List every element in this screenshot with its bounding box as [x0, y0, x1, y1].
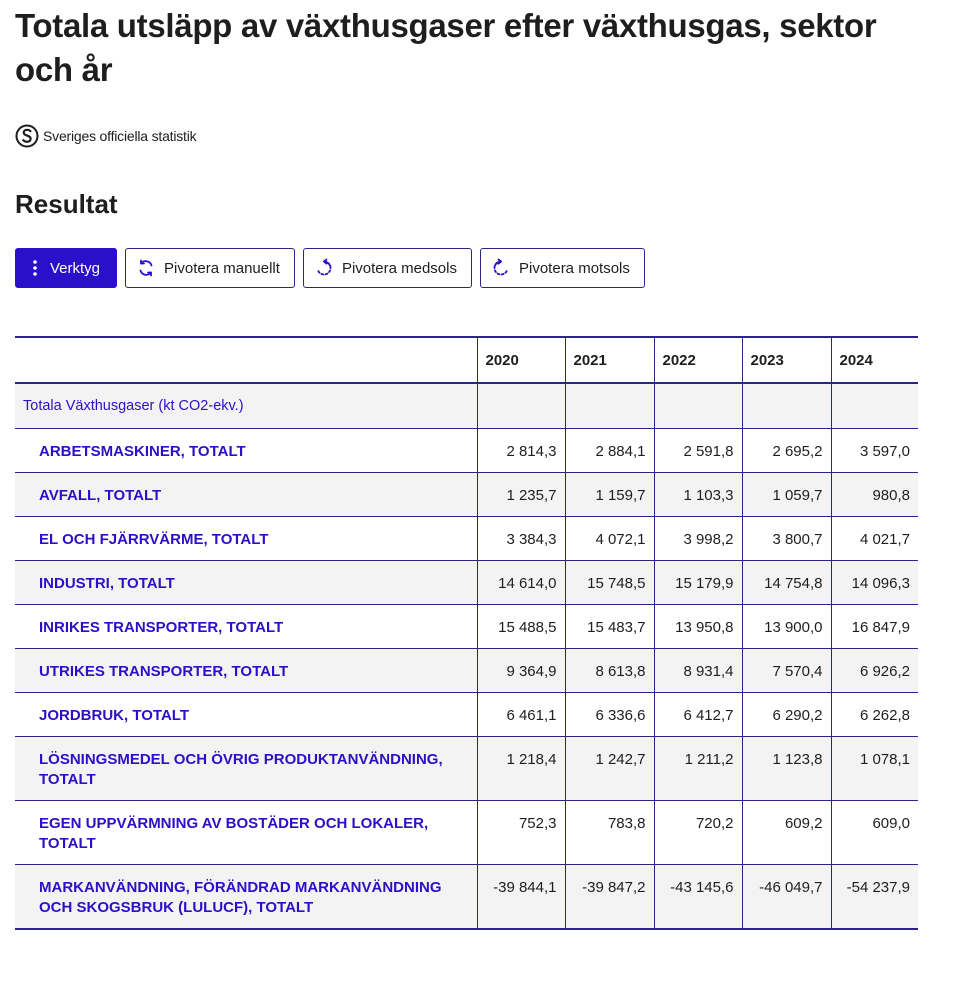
toolbar — [15, 248, 645, 288]
row-label: MARKANVÄNDNING, FÖRÄNDRAD MARKANVÄNDNING OCH SKOGSBRUK (LULUCF), TOTALT — [15, 865, 477, 929]
pivot-manual-button[interactable] — [125, 248, 295, 288]
table-cell: 8 931,4 — [654, 649, 742, 693]
section-title: Resultat — [15, 189, 118, 219]
vertical-dots-icon — [28, 259, 42, 277]
table-row — [15, 473, 918, 517]
table-cell: 15 488,5 — [477, 605, 565, 649]
table-cell: 720,2 — [654, 801, 742, 865]
table-cell: 15 179,9 — [654, 561, 742, 605]
pivot-clockwise-label: Pivotera medsols — [341, 259, 457, 277]
brand — [15, 124, 196, 148]
table-cell: 6 290,2 — [742, 693, 831, 737]
header-year[interactable]: 2021 — [565, 337, 654, 383]
table-group-row — [15, 383, 918, 429]
table-cell: 13 900,0 — [742, 605, 831, 649]
brand-name: Sveriges officiella statistik — [43, 128, 197, 144]
table-cell: 7 570,4 — [742, 649, 831, 693]
row-label: AVFALL, TOTALT — [15, 473, 477, 517]
table-cell: 980,8 — [831, 473, 918, 517]
table-cell: 783,8 — [565, 801, 654, 865]
table-cell: 1 235,7 — [477, 473, 565, 517]
pivot-counterclockwise-button[interactable] — [480, 248, 645, 288]
table-cell: 15 748,5 — [565, 561, 654, 605]
table-cell: -46 049,7 — [742, 865, 831, 929]
table-cell: 13 950,8 — [654, 605, 742, 649]
rotate-counterclockwise-icon — [491, 258, 511, 278]
table-cell: 14 754,8 — [742, 561, 831, 605]
table-cell: 1 123,8 — [742, 737, 831, 801]
header-year[interactable]: 2020 — [477, 337, 565, 383]
table-cell: -54 237,9 — [831, 865, 918, 929]
tools-button-label: Verktyg — [50, 259, 101, 277]
table-cell: 14 096,3 — [831, 561, 918, 605]
header-corner — [15, 337, 477, 383]
table-row — [15, 737, 918, 801]
table-cell: 16 847,9 — [831, 605, 918, 649]
row-label: JORDBRUK, TOTALT — [15, 693, 477, 737]
table-row — [15, 517, 918, 561]
table-cell: 9 364,9 — [477, 649, 565, 693]
table-cell: -39 847,2 — [565, 865, 654, 929]
table-row — [15, 865, 918, 929]
table-row — [15, 801, 918, 865]
header-year[interactable]: 2024 — [831, 337, 918, 383]
page-title: Totala utsläpp av växthusgaser efter växthusgas, sektor och år — [15, 7, 877, 88]
table-cell: 2 814,3 — [477, 429, 565, 473]
table-cell: 1 159,7 — [565, 473, 654, 517]
table-cell: 2 884,1 — [565, 429, 654, 473]
row-label: UTRIKES TRANSPORTER, TOTALT — [15, 649, 477, 693]
table-row — [15, 429, 918, 473]
table-cell: 6 412,7 — [654, 693, 742, 737]
table-cell: 6 461,1 — [477, 693, 565, 737]
table-cell: 609,0 — [831, 801, 918, 865]
table-cell: -43 145,6 — [654, 865, 742, 929]
table-cell: 6 262,8 — [831, 693, 918, 737]
table-cell: 8 613,8 — [565, 649, 654, 693]
table-cell: 752,3 — [477, 801, 565, 865]
table-cell: 6 926,2 — [831, 649, 918, 693]
table-row — [15, 693, 918, 737]
table-cell: -39 844,1 — [477, 865, 565, 929]
table-cell: 15 483,7 — [565, 605, 654, 649]
table-cell: 3 998,2 — [654, 517, 742, 561]
header-year[interactable]: 2022 — [654, 337, 742, 383]
table-cell: 4 072,1 — [565, 517, 654, 561]
table-row — [15, 605, 918, 649]
table-cell: 1 059,7 — [742, 473, 831, 517]
table-cell: 3 800,7 — [742, 517, 831, 561]
row-label: INRIKES TRANSPORTER, TOTALT — [15, 605, 477, 649]
refresh-icon — [136, 258, 156, 278]
table-cell: 2 695,2 — [742, 429, 831, 473]
row-label: EL OCH FJÄRRVÄRME, TOTALT — [15, 517, 477, 561]
tools-button[interactable] — [15, 248, 117, 288]
row-label: ARBETSMASKINER, TOTALT — [15, 429, 477, 473]
row-label: EGEN UPPVÄRMNING AV BOSTÄDER OCH LOKALER, TOTALT — [15, 801, 477, 865]
table-cell: 4 021,7 — [831, 517, 918, 561]
table-cell: 1 211,2 — [654, 737, 742, 801]
table-cell: 3 597,0 — [831, 429, 918, 473]
results-table — [15, 336, 918, 930]
row-label: LÖSNINGSMEDEL OCH ÖVRIG PRODUKTANVÄNDNING, TOTALT — [15, 737, 477, 801]
table-cell: 1 078,1 — [831, 737, 918, 801]
table-cell: 14 614,0 — [477, 561, 565, 605]
rotate-clockwise-icon — [314, 258, 334, 278]
table-cell: 6 336,6 — [565, 693, 654, 737]
pivot-counterclockwise-label: Pivotera motsols — [519, 259, 630, 277]
row-label: INDUSTRI, TOTALT — [15, 561, 477, 605]
sos-logo-icon — [15, 124, 39, 148]
group-label: Totala Växthusgaser (kt CO2-ekv.) — [15, 383, 477, 429]
pivot-clockwise-button[interactable] — [303, 248, 472, 288]
table-cell: 609,2 — [742, 801, 831, 865]
table-row — [15, 561, 918, 605]
table-cell: 1 218,4 — [477, 737, 565, 801]
pivot-manual-label: Pivotera manuellt — [164, 259, 280, 277]
table-cell: 3 384,3 — [477, 517, 565, 561]
table-cell: 1 103,3 — [654, 473, 742, 517]
header-year[interactable]: 2023 — [742, 337, 831, 383]
table-header-row — [15, 337, 918, 383]
table-cell: 1 242,7 — [565, 737, 654, 801]
table-cell: 2 591,8 — [654, 429, 742, 473]
table-row — [15, 649, 918, 693]
